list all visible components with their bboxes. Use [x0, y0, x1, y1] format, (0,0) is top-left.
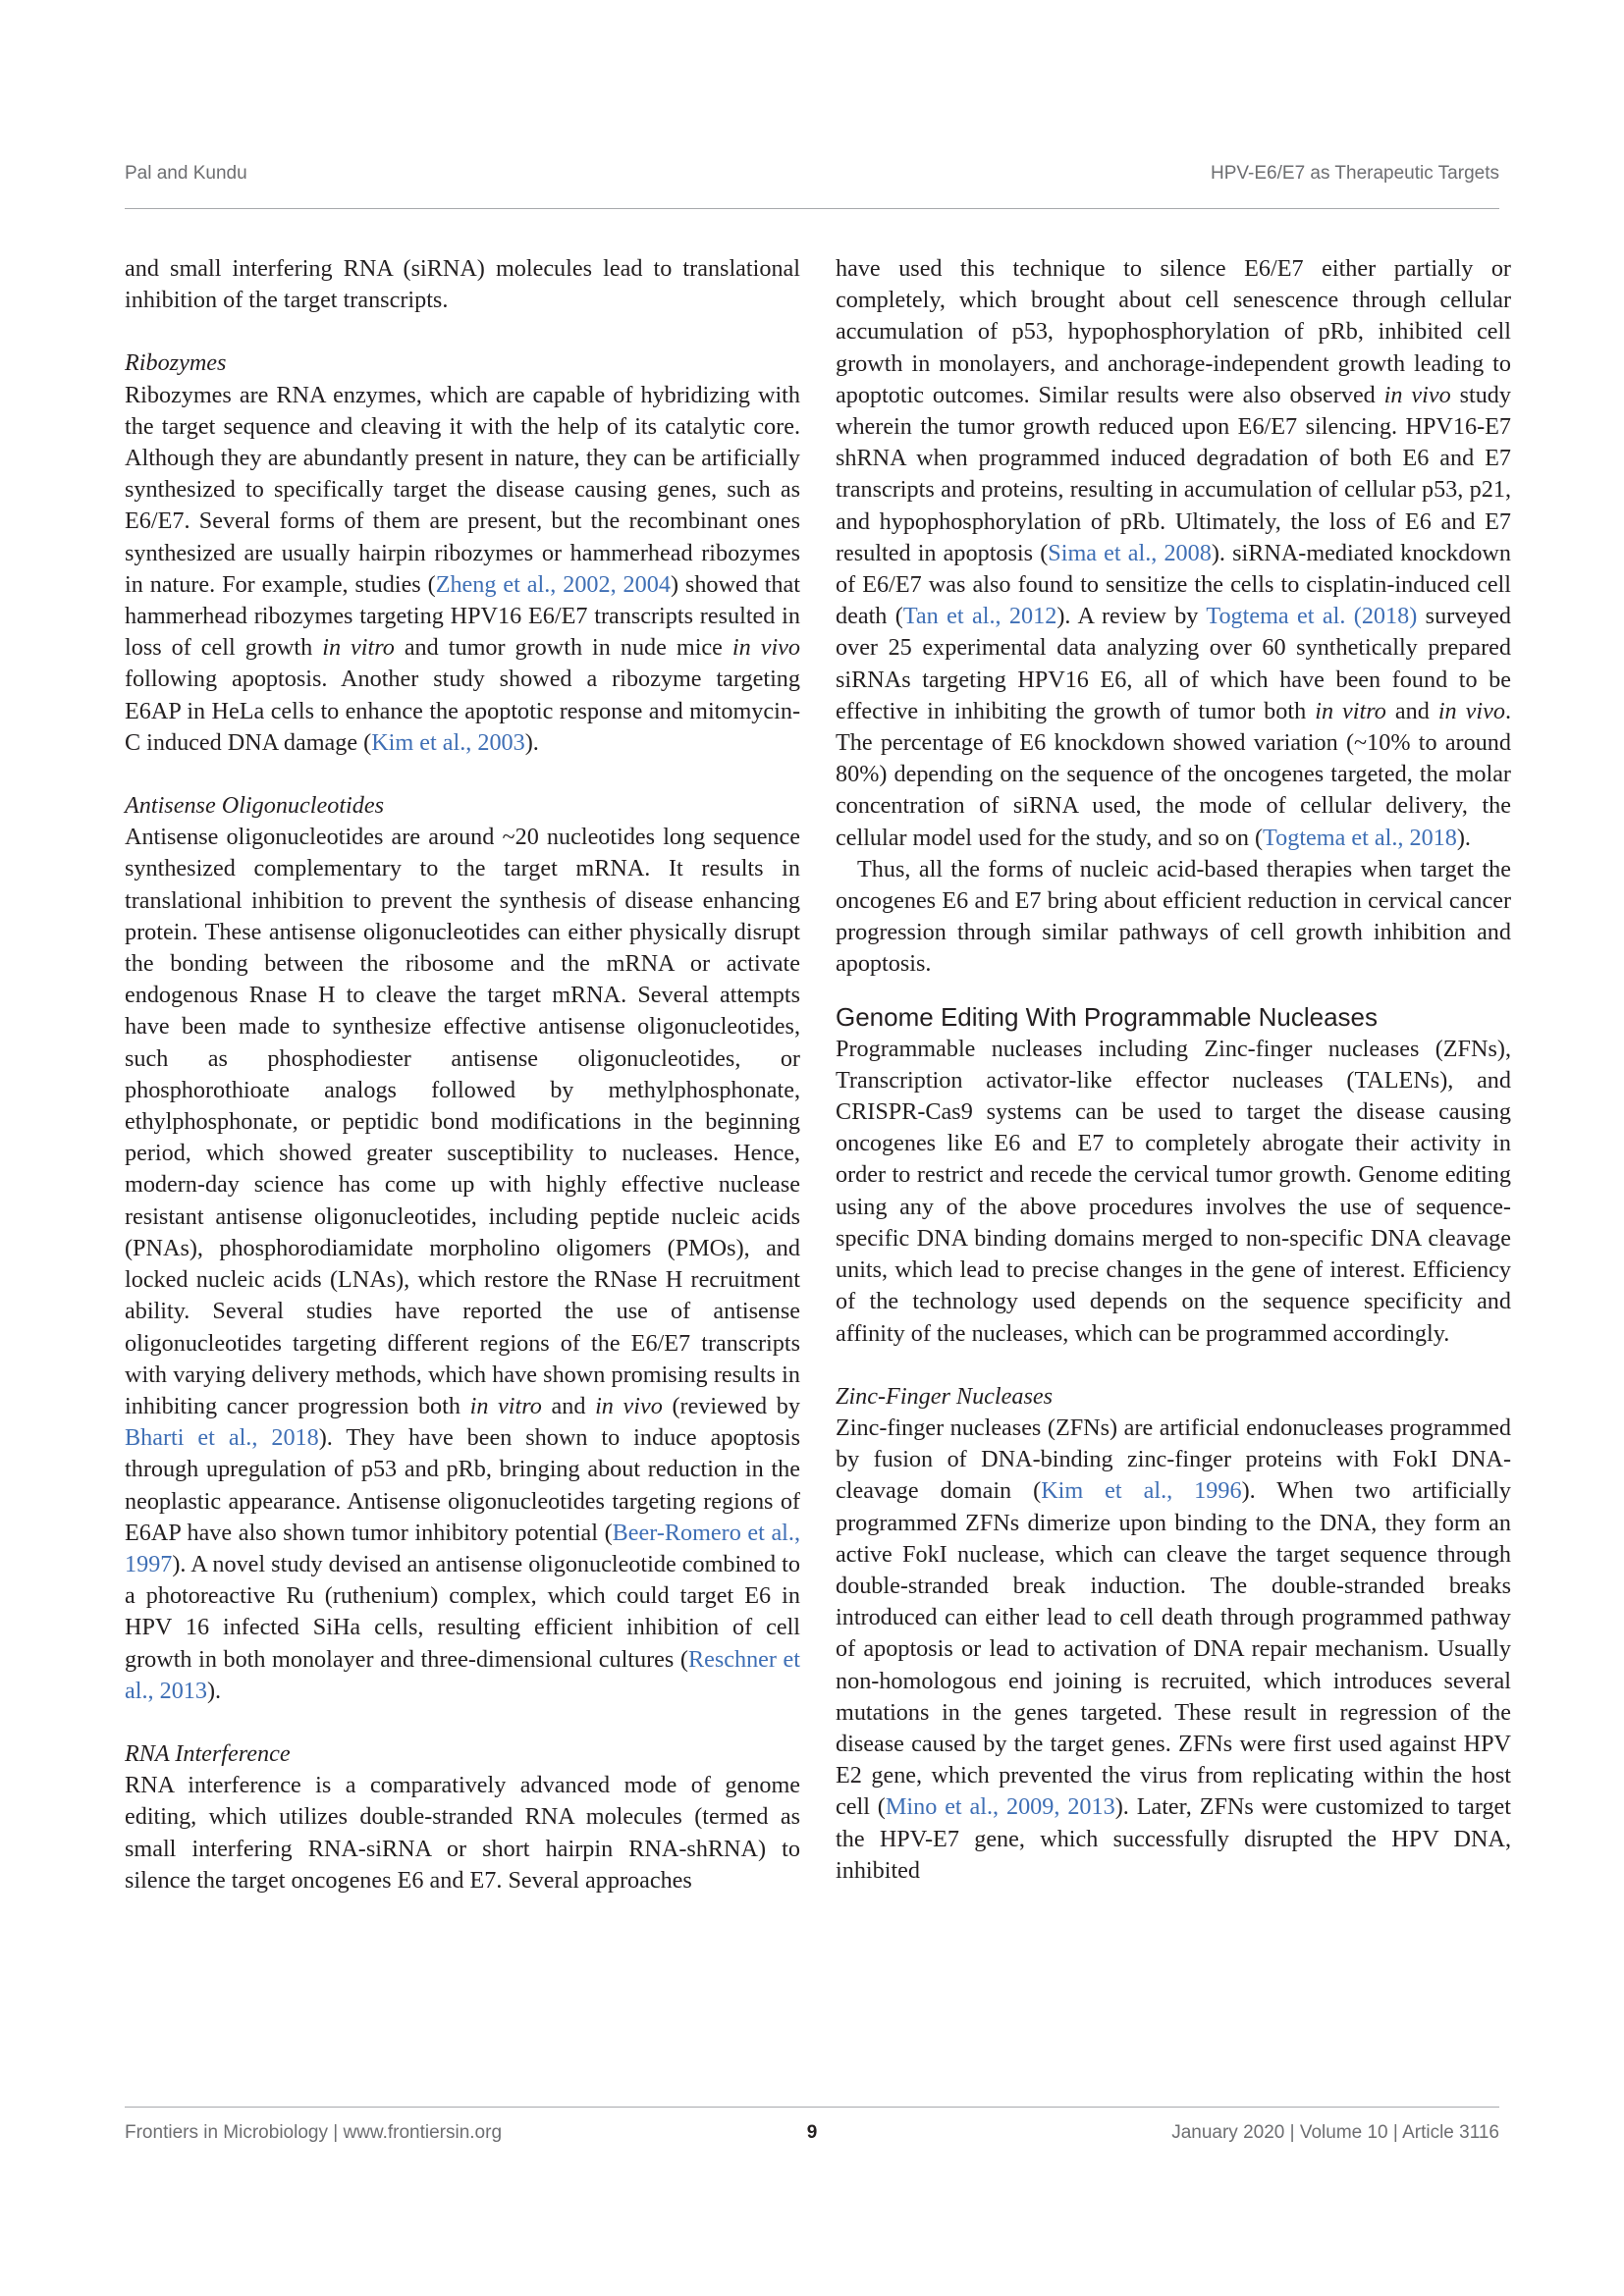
paragraph-summary: Thus, all the forms of nucleic acid-based therapies when target the oncogenes E6 and E7 bring about efficient reduction in cervical cancer progression through similar pathways of cell growth inhibition and apoptosis.	[836, 855, 1511, 978]
footer-journal[interactable]: Frontiers in Microbiology | www.frontiersin.org	[125, 2122, 503, 2143]
paragraph-genome-editing: Programmable nucleases including Zinc-finger nucleases (ZFNs), Transcription activator-like effector nucleases (TALENs), and CRISPR-Cas9 systems can be used to target the disease causing oncogenes like E6 and E7 to completely abrogate their activity in order to restrict and recede the cervical tumor growth. Genome editing using any of the above procedures involves the use of sequence-specific DNA binding domains merged to non-specific DNA cleavage units, which lead to precise changes in the gene of interest. Efficiency of the technology used depends on the sequence specificity and affinity of the nucleases, which can be programmed accordingly.	[836, 1035, 1511, 1347]
paragraph-antisense: Antisense oligonucleotides are around ~20 nucleotides long sequence synthesized complementary to the target mRNA. It results in translational inhibition to prevent the synthesis of disease enhancing protein. These antisense oligonucleotides can either physically disrupt the bonding between the ribosome and the mRNA or activate endogenous Rnase H to cleave the target mRNA. Several attempts have been made to synthesize effective antisense oligonucleotides, such as phosphodiester antisense oligonucleotides, or phosphorothioate analogs followed by methylphosphonate, ethylphosphonate, or peptidic bond modifications in the beginning period, which showed greater susceptibility to nucleases. Hence, modern-day science has come up with highly effective nuclease resistant antisense oligonucleotides, including peptide nucleic acids (PNAs), phosphorodiamidate morpholino oligomers (PMOs), and locked nucleic acids (LNAs), which restore the RNase H recruitment ability. Several studies have reported the use of antisense oligonucleotides targeting different regions of the E6/E7 transcripts with varying delivery methods, which have shown promising results in inhibiting cancer progression both in vitro and in vivo (reviewed by Bharti et al., 2018). They have been shown to induce apoptosis through upregulation of p53 and pRb, bringing about reduction in the neoplastic appearance. Antisense oligonucleotides targeting regions of E6AP have also shown tumor inhibitory potential (Beer-Romero et al., 1997). A novel study devised an antisense oligonucleotide combined to a photoreactive Ru (ruthenium) complex, which could target E6 in HPV 16 infected SiHa cells, resulting efficient inhibition of cell growth in both monolayer and three-dimensional cultures (Reschner et al., 2013).	[125, 824, 800, 1704]
header-short-title: HPV-E6/E7 as Therapeutic Targets	[1211, 163, 1499, 184]
right-column	[836, 253, 1511, 1887]
running-footer	[125, 2122, 1499, 2152]
paragraph-rna-interference: RNA interference is a comparatively advanced mode of genome editing, which utilizes double-stranded RNA molecules (termed as small interfering RNA-siRNA or short hairpin RNA-shRNA) to silence the target oncogenes E6 and E7. Several approaches	[125, 1772, 800, 1894]
header-authors: Pal and Kundu	[125, 163, 247, 184]
header-rule	[125, 208, 1499, 209]
paragraph-ribozymes: Ribozymes are RNA enzymes, which are capable of hybridizing with the target sequence and cleaving it with the help of its catalytic core. Although they are abundantly present in nature, they can be artificially synthesized to specifically target the disease causing genes, such as E6/E7. Several forms of them are present, but the recombinant ones synthesized are usually hairpin ribozymes or hammerhead ribozymes in nature. For example, studies (Zheng et al., 2002, 2004) showed that hammerhead ribozymes targeting HPV16 E6/E7 transcripts resulted in loss of cell growth in vitro and tumor growth in nude mice in vivo following apoptosis. Another study showed a ribozyme targeting E6AP in HeLa cells to enhance the apoptotic response and mitomycin-C induced DNA damage (Kim et al., 2003).	[125, 381, 800, 756]
heading-ribozymes: Ribozymes	[125, 349, 227, 377]
citation-link[interactable]: Beer-Romero et al., 1997	[125, 1519, 800, 1577]
heading-antisense: Antisense Oligonucleotides	[125, 792, 384, 820]
citation-link[interactable]: Kim et al., 2003	[371, 728, 525, 756]
citation-link[interactable]: Reschner et al., 2013	[125, 1645, 800, 1704]
heading-zinc-finger: Zinc-Finger Nucleases	[836, 1382, 1054, 1410]
citation-link[interactable]: Sima et al., 2008	[1048, 539, 1212, 566]
citation-link[interactable]: Togtema et al. (2018)	[1206, 603, 1418, 630]
citation-link[interactable]: Bharti et al., 2018	[125, 1424, 319, 1452]
citation-link[interactable]: Zheng et al., 2002, 2004	[435, 570, 671, 598]
paragraph-rna-interference-cont: have used this technique to silence E6/E7 either partially or completely, which brought about cell senescence through cellular accumulation of p53, hypophosphorylation of pRb, inhibited cell growth in monolayers, and anchorage-independent growth leading to apoptotic outcomes. Similar results were also observed in vivo study wherein the tumor growth reduced upon E6/E7 silencing. HPV16-E7 shRNA when programmed induced degradation of both E6 and E7 transcripts and proteins, resulting in accumulation of cellular p53, p21, and hypophosphorylation of pRb. Ultimately, the loss of E6 and E7 resulted in apoptosis (Sima et al., 2008). siRNA-mediated knockdown of E6/E7 was also found to sensitize the cells to cisplatin-induced cell death (Tan et al., 2012). A review by Togtema et al. (2018) surveyed over 25 experimental data analyzing over 60 synthetically prepared siRNAs targeting HPV16 E6, all of which have been found to be effective in inhibiting the growth of tumor both in vitro and in vivo. The percentage of E6 knockdown showed variation (~10% to around 80%) depending on the sequence of the oncogenes targeted, the molar concentration of siRNA used, the mode of cellular delivery, the cellular model used for the study, and so on (Togtema et al., 2018).	[836, 255, 1511, 851]
left-column	[125, 253, 800, 1896]
citation-link[interactable]: Kim et al., 1996	[1041, 1477, 1242, 1505]
citation-link[interactable]: Tan et al., 2012	[902, 603, 1057, 630]
footer-issue: January 2020 | Volume 10 | Article 3116	[1171, 2122, 1499, 2143]
citation-link[interactable]: Togtema et al., 2018	[1263, 824, 1457, 851]
footer-rule	[125, 2107, 1499, 2108]
heading-genome-editing: Genome Editing With Programmable Nucleases	[836, 1001, 1379, 1032]
running-header	[125, 163, 1499, 192]
citation-link[interactable]: Mino et al., 2009, 2013	[885, 1793, 1115, 1821]
heading-rna-interference: RNA Interference	[125, 1739, 291, 1767]
paragraph-siRNA-intro: and small interfering RNA (siRNA) molecules lead to translational inhibition of the target transcripts.	[125, 255, 800, 314]
page-number: 9	[806, 2122, 818, 2143]
paragraph-zinc-finger: Zinc-finger nucleases (ZFNs) are artificial endonucleases programmed by fusion of DNA-binding zinc-finger proteins with FokI DNA-cleavage domain (Kim et al., 1996). When two artificially programmed ZFNs dimerize upon binding to the DNA, they form an active FokI nuclease, which can cleave the target sequence through double-stranded break induction. The double-stranded breaks introduced can either lead to cell death through programmed pathway of apoptosis or lead to activation of DNA repair mechanism. Usually non-homologous end joining is recruited, which introduces several mutations in the genes targeted. These result in regression of the disease caused by the target genes. ZFNs were first used against HPV E2 gene, which prevented the virus from replicating within the host cell (Mino et al., 2009, 2013). Later, ZFNs were customized to target the HPV-E7 gene, which successfully disrupted the HPV DNA, inhibited	[836, 1414, 1511, 1884]
